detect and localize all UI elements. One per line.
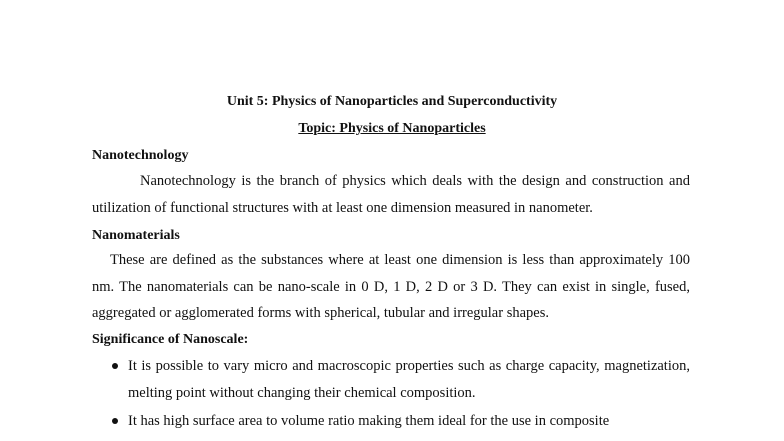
bullet-item	[92, 353, 690, 406]
section-heading-nanotechnology: Nanotechnology	[92, 148, 189, 163]
bullet-item	[92, 408, 690, 435]
bullet-dot-icon	[112, 363, 118, 369]
bullet-text: It has high surface area to volume ratio making them ideal for the use in composite	[128, 413, 610, 429]
bullet-dot-icon	[112, 418, 118, 424]
unit-title: Unit 5: Physics of Nanoparticles and Superconductivity	[226, 94, 558, 109]
section-text-nanomaterials: These are defined as the substances where at least one dimension is less than approximately 100 nm. The nanomaterials can be nano-scale in 0 D, 1 D, 2 D or 3 D. They can exist in single, fused, aggregated or agglomerated forms with spherical, tubular and irregular shapes.	[92, 252, 690, 321]
section-text-nanotechnology: Nanotechnology is the branch of physics which deals with the design and construction and utilization of functional structures with at least one dimension measured in nanometer.	[92, 173, 690, 216]
section-heading-significance: Significance of Nanoscale:	[92, 332, 249, 347]
significance-bullet-list	[92, 353, 690, 437]
bullet-text: It is possible to vary micro and macroscopic properties such as charge capacity, magnetization, melting point without changing their chemical composition.	[128, 358, 690, 401]
topic-title: Topic: Physics of Nanoparticles	[298, 121, 486, 136]
section-heading-nanomaterials: Nanomaterials	[92, 228, 180, 243]
